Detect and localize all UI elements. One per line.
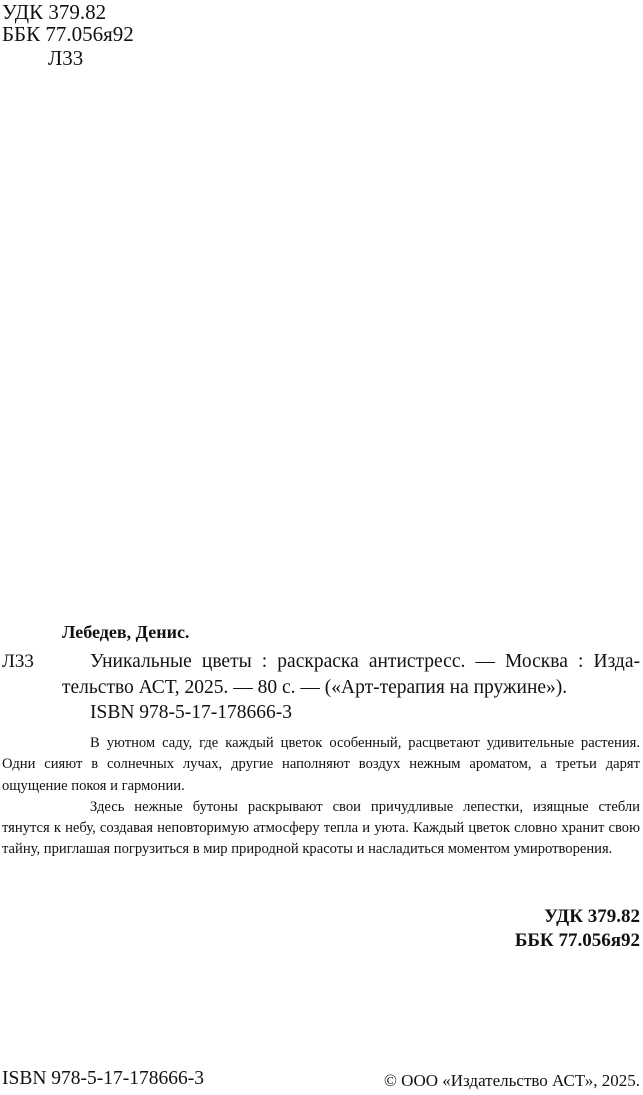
author-name: Лебедев, Денис. — [62, 622, 190, 642]
isbn-footer: ISBN 978-5-17-178666-3 — [2, 1068, 205, 1089]
annotation-paragraph-1: В уютном саду, где каждый цветок особенный, расцветают удивительные растения. Одни сияют в солнечных лучах, другие наполняют воздух нежным ароматом, а третьи дарят ощущение покоя и гармонии. — [2, 735, 640, 794]
udk-code-top: УДК 379.82 — [2, 0, 107, 24]
author-mark: Л33 — [2, 651, 34, 672]
bbk-code: ББК 77.056я92 — [514, 930, 640, 951]
isbn-record: ISBN 978-5-17-178666-3 — [90, 702, 293, 723]
udk-code: УДК 379.82 — [544, 906, 640, 927]
bbk-code-top: ББК 77.056я92 — [2, 22, 134, 46]
title-line-2: тельство АСТ, 2025. — 80 с. — («Арт-терапия на пружине»). — [62, 677, 568, 698]
title-line-1: Уникальные цветы : раскраска антистресс. — Москва : Изда- — [90, 651, 640, 672]
copyright: © ООО «Издательство АСТ», 2025. — [384, 1071, 640, 1090]
annotation — [2, 733, 640, 861]
annotation-paragraph-2: Здесь нежные бутоны раскрывают свои причудливые лепестки, изящные стебли тянутся к небу, создавая неповторимую атмосферу тепла и уюта. Каждый цветок словно хранит свою тайну, приглашая погрузиться в мир природной красоты и насладиться моментом умиротворения. — [2, 798, 640, 858]
author-mark-top: Л33 — [48, 46, 84, 70]
